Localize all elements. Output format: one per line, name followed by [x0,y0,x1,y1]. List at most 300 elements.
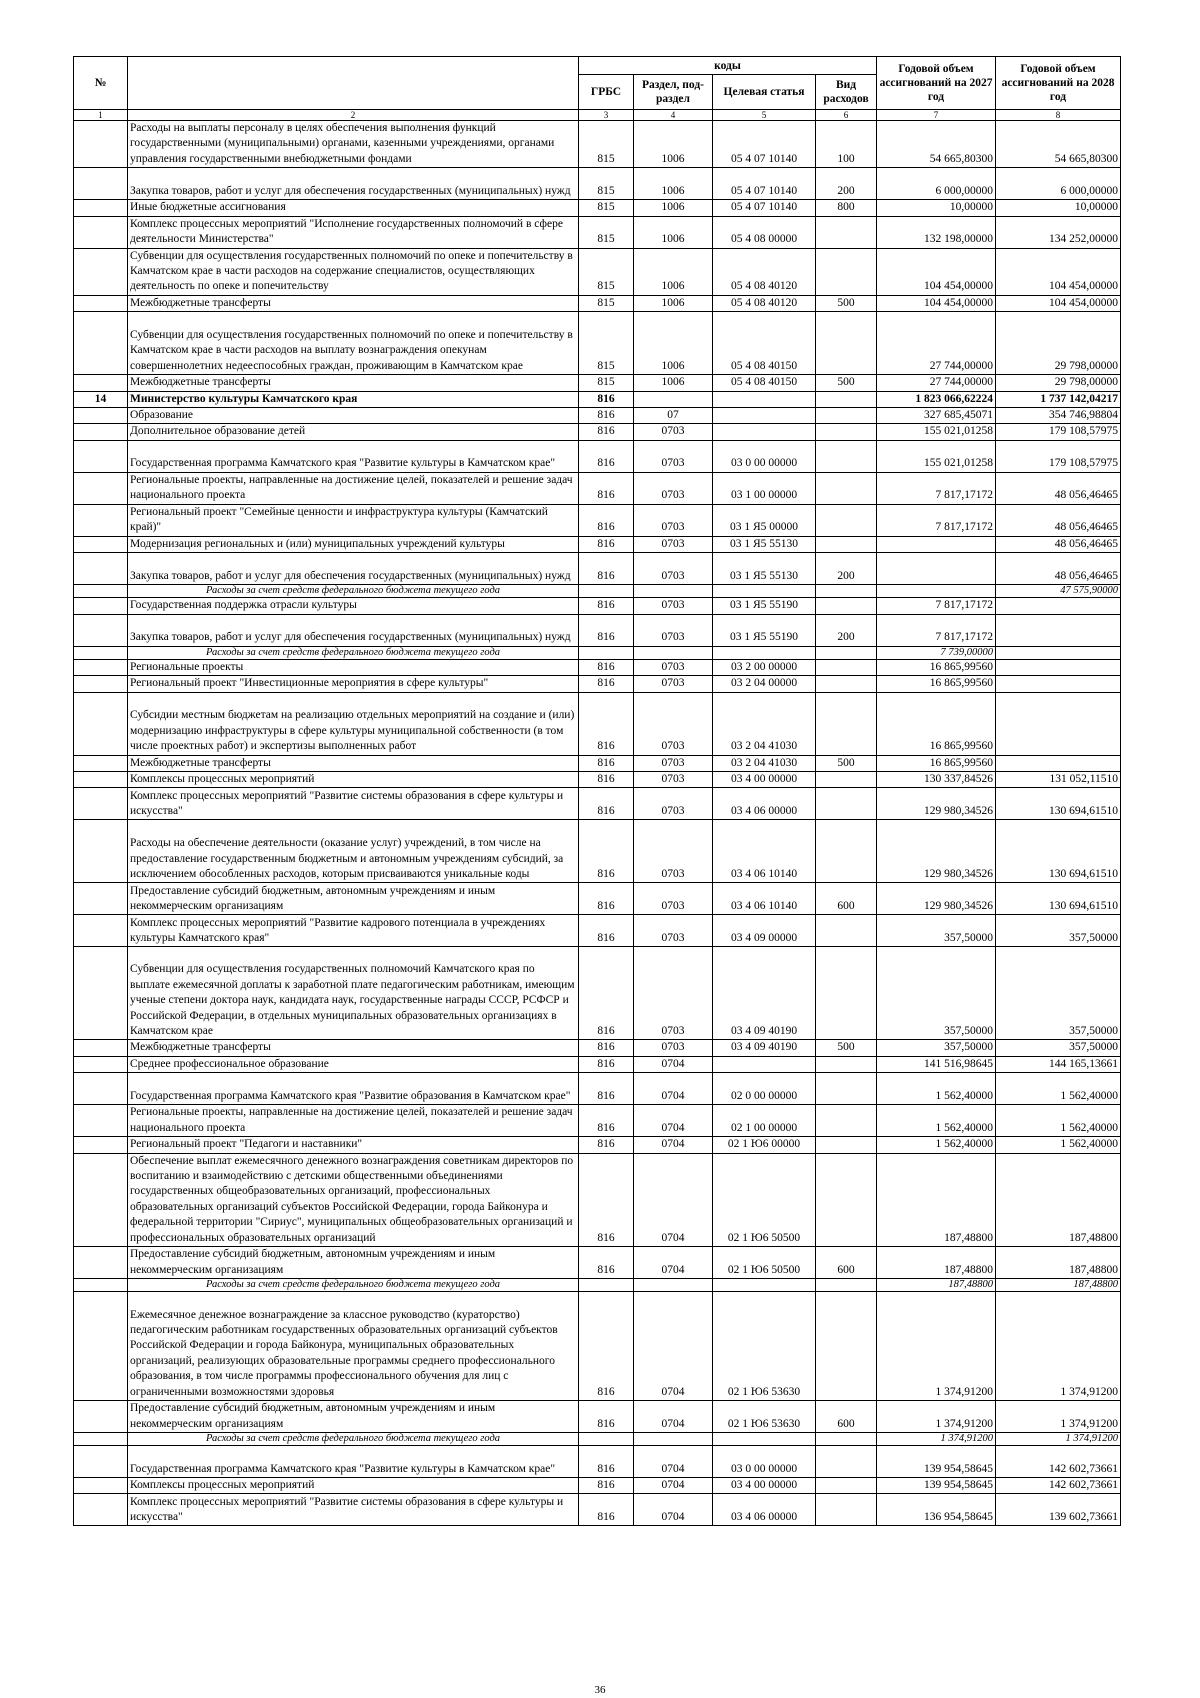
row-num [74,1291,128,1400]
table-header [74,57,1121,121]
row-vol-2028: 1 562,40000 [996,1105,1121,1137]
row-vol-2027: 1 374,91200 [877,1400,996,1432]
row-vol-2028 [996,659,1121,675]
row-vol-2027: 132 198,00000 [877,216,996,248]
row-grbs: 816 [579,755,634,771]
row-section: 1006 [634,375,713,391]
row-target: 02 1 Ю6 00000 [713,1137,816,1153]
colnum: 8 [996,110,1121,121]
row-vol-2027: 136 954,58645 [877,1494,996,1526]
row-vol-2027: 1 562,40000 [877,1137,996,1153]
row-num [74,676,128,692]
row-num [74,585,128,598]
row-vol-2027: 155 021,01258 [877,424,996,440]
row-target: 03 1 00 00000 [713,472,816,504]
table-row [74,472,1121,504]
row-vol-2027: 7 817,17172 [877,614,996,646]
row-expense-type [816,788,877,820]
row-name: Региональные проекты, направленные на достижение целей, показателей и решение задач национального проекта [128,472,579,504]
row-grbs: 816 [579,440,634,472]
row-section: 0704 [634,1073,713,1105]
row-target [713,408,816,424]
header-vol-2027: Годовой объем ассигнований на 2027 год [877,57,996,110]
row-expense-type [816,915,877,947]
row-vol-2027: 357,50000 [877,915,996,947]
row-section: 0703 [634,504,713,536]
row-expense-type: 600 [816,883,877,915]
row-vol-2028: 48 056,46465 [996,536,1121,552]
row-name: Комплекс процессных мероприятий "Развитие системы образования в сфере культуры и искусства" [128,788,579,820]
row-target: 02 1 00 00000 [713,1105,816,1137]
row-name: Предоставление субсидий бюджетным, автономным учреждениям и иным некоммерческим организациям [128,1400,579,1432]
row-grbs [579,1278,634,1291]
row-expense-type: 200 [816,553,877,585]
row-vol-2028: 104 454,00000 [996,295,1121,311]
row-section: 0704 [634,1400,713,1432]
row-section: 0704 [634,1056,713,1072]
row-expense-type: 600 [816,1246,877,1278]
row-section: 0704 [634,1494,713,1526]
row-target: 03 1 Я5 55130 [713,536,816,552]
row-grbs: 816 [579,504,634,536]
table-row [74,391,1121,407]
row-section: 0703 [634,883,713,915]
row-target: 05 4 08 40120 [713,295,816,311]
row-grbs: 816 [579,788,634,820]
row-num [74,788,128,820]
row-section: 0703 [634,771,713,787]
row-name: Государственная программа Камчатского края "Развитие культуры в Камчатском крае" [128,440,579,472]
row-vol-2027: 139 954,58645 [877,1445,996,1477]
row-vol-2027: 357,50000 [877,947,996,1040]
row-grbs [579,646,634,659]
row-target: 03 1 Я5 55130 [713,553,816,585]
row-grbs: 816 [579,408,634,424]
table-row [74,1246,1121,1278]
row-expense-type [816,1105,877,1137]
row-section: 0704 [634,1246,713,1278]
row-section: 0703 [634,676,713,692]
row-vol-2028: 104 454,00000 [996,248,1121,295]
row-grbs [579,1432,634,1445]
row-vol-2028: 131 052,11510 [996,771,1121,787]
row-section: 0703 [634,424,713,440]
row-section: 0703 [634,553,713,585]
colnum: 5 [713,110,816,121]
row-vol-2028: 10,00000 [996,200,1121,216]
table-row [74,312,1121,375]
row-num [74,820,128,883]
row-target: 03 0 00 00000 [713,440,816,472]
row-vol-2027: 141 516,98645 [877,1056,996,1072]
row-vol-2028: 187,48800 [996,1246,1121,1278]
row-expense-type [816,1153,877,1246]
row-section [634,1278,713,1291]
row-num [74,1153,128,1246]
row-num [74,771,128,787]
row-num [74,1494,128,1526]
row-section: 1006 [634,121,713,168]
row-name: Государственная программа Камчатского края "Развитие культуры в Камчатском крае" [128,1445,579,1477]
row-num [74,598,128,614]
row-name: Комплекс процессных мероприятий "Развитие кадрового потенциала в учреждениях культуры Камчатского края" [128,915,579,947]
row-vol-2028: 48 056,46465 [996,472,1121,504]
row-vol-2028 [996,755,1121,771]
header-grbs: ГРБС [579,75,634,110]
table-row [74,200,1121,216]
row-name: Дополнительное образование детей [128,424,579,440]
row-expense-type [816,1477,877,1493]
table-row [74,1153,1121,1246]
row-expense-type [816,585,877,598]
row-target [713,424,816,440]
row-target [713,1432,816,1445]
row-num [74,424,128,440]
row-target: 03 2 04 41030 [713,692,816,755]
row-vol-2027: 27 744,00000 [877,375,996,391]
budget-table [73,56,1121,1526]
row-vol-2028 [996,692,1121,755]
row-num [74,216,128,248]
row-grbs: 816 [579,614,634,646]
row-expense-type [816,408,877,424]
row-expense-type [816,1137,877,1153]
row-vol-2028: 130 694,61510 [996,820,1121,883]
row-num [74,1278,128,1291]
row-grbs: 816 [579,676,634,692]
row-num [74,1400,128,1432]
row-grbs: 816 [579,1400,634,1432]
row-vol-2027: 1 823 066,62224 [877,391,996,407]
row-section: 07 [634,408,713,424]
row-name: Предоставление субсидий бюджетным, автономным учреждениям и иным некоммерческим организациям [128,1246,579,1278]
row-expense-type [816,440,877,472]
row-num [74,1137,128,1153]
row-num [74,168,128,200]
row-vol-2028 [996,598,1121,614]
row-num [74,692,128,755]
row-num [74,915,128,947]
row-vol-2028: 354 746,98804 [996,408,1121,424]
row-grbs: 815 [579,216,634,248]
table-row [74,440,1121,472]
row-section: 1006 [634,200,713,216]
row-expense-type [816,1445,877,1477]
row-vol-2027: 104 454,00000 [877,248,996,295]
table-row [74,168,1121,200]
row-num [74,504,128,536]
row-num [74,536,128,552]
row-vol-2028: 357,50000 [996,915,1121,947]
row-target: 03 1 Я5 00000 [713,504,816,536]
row-grbs: 816 [579,1477,634,1493]
row-expense-type [816,504,877,536]
row-name: Закупка товаров, работ и услуг для обеспечения государственных (муниципальных) нужд [128,614,579,646]
row-section: 0704 [634,1153,713,1246]
row-expense-type: 500 [816,295,877,311]
row-target: 03 2 04 00000 [713,676,816,692]
row-grbs: 815 [579,248,634,295]
row-grbs: 816 [579,947,634,1040]
row-name: Региональные проекты [128,659,579,675]
row-grbs: 816 [579,553,634,585]
row-target: 05 4 08 40120 [713,248,816,295]
table-row [74,295,1121,311]
row-vol-2027: 6 000,00000 [877,168,996,200]
row-num [74,440,128,472]
table-row [74,598,1121,614]
table-row [74,755,1121,771]
row-target: 03 4 00 00000 [713,1477,816,1493]
row-expense-type [816,947,877,1040]
row-name: Субвенции для осуществления государственных полномочий по опеке и попечительству в Камчатском крае в части расходов на выплату вознаграждения опекунам совершеннолетних недееспособных граждан, проживающим в Камчатском крае [128,312,579,375]
row-target: 05 4 08 40150 [713,375,816,391]
row-expense-type [816,820,877,883]
row-expense-type [816,1278,877,1291]
table-row [74,1400,1121,1432]
row-vol-2027: 1 562,40000 [877,1105,996,1137]
row-section: 0703 [634,788,713,820]
row-num [74,1477,128,1493]
header-codes: коды [579,57,877,75]
table-row-note [74,1278,1121,1291]
row-section: 1006 [634,168,713,200]
row-vol-2027: 1 374,91200 [877,1432,996,1445]
row-section: 0703 [634,1040,713,1056]
row-section: 0703 [634,947,713,1040]
table-row [74,883,1121,915]
row-num [74,312,128,375]
table-row [74,1073,1121,1105]
row-num [74,375,128,391]
table-row [74,788,1121,820]
row-expense-type [816,216,877,248]
table-row-note [74,646,1121,659]
row-name: Комплексы процессных мероприятий [128,771,579,787]
row-name: Субвенции для осуществления государственных полномочий по опеке и попечительству в Камчатском крае в части расходов на содержание специалистов, осуществляющих деятельность по опеке и попечительству [128,248,579,295]
row-grbs: 816 [579,771,634,787]
row-expense-type [816,659,877,675]
row-expense-type [816,676,877,692]
row-num [74,553,128,585]
row-vol-2027: 10,00000 [877,200,996,216]
row-grbs: 816 [579,1153,634,1246]
table-row [74,1040,1121,1056]
table-row [74,915,1121,947]
row-vol-2028: 1 374,91200 [996,1291,1121,1400]
row-target: 03 4 00 00000 [713,771,816,787]
row-section: 1006 [634,312,713,375]
row-section: 0704 [634,1105,713,1137]
row-expense-type: 200 [816,614,877,646]
row-vol-2027: 104 454,00000 [877,295,996,311]
row-section: 0704 [634,1477,713,1493]
row-grbs: 816 [579,1056,634,1072]
row-num [74,295,128,311]
row-num [74,1073,128,1105]
row-expense-type: 500 [816,1040,877,1056]
row-num [74,646,128,659]
table-row [74,1445,1121,1477]
row-grbs: 816 [579,1494,634,1526]
row-vol-2027: 155 021,01258 [877,440,996,472]
row-target: 02 1 Ю6 50500 [713,1246,816,1278]
row-target: 03 1 Я5 55190 [713,614,816,646]
row-vol-2028: 1 562,40000 [996,1137,1121,1153]
row-grbs: 816 [579,1105,634,1137]
row-num [74,883,128,915]
row-name: Комплексы процессных мероприятий [128,1477,579,1493]
row-target: 02 0 00 00000 [713,1073,816,1105]
table-row [74,1056,1121,1072]
row-target: 02 1 Ю6 50500 [713,1153,816,1246]
row-name: Расходы за счет средств федерального бюджета текущего года [128,1278,579,1291]
row-num [74,1105,128,1137]
colnum: 2 [128,110,579,121]
row-target: 03 2 00 00000 [713,659,816,675]
row-name: Межбюджетные трансферты [128,375,579,391]
row-expense-type: 100 [816,121,877,168]
row-grbs: 815 [579,295,634,311]
row-target: 05 4 08 00000 [713,216,816,248]
row-name: Расходы на обеспечение деятельности (оказание услуг) учреждений, в том числе на предоставление государственным бюджетным и автономным учреждениям субсидий, за исключением обособленных расходов, которым присваиваются уникальные коды [128,820,579,883]
row-vol-2028: 357,50000 [996,1040,1121,1056]
row-grbs: 816 [579,692,634,755]
table-row [74,947,1121,1040]
row-expense-type [816,1291,877,1400]
table-row [74,771,1121,787]
row-vol-2028: 187,48800 [996,1278,1121,1291]
row-vol-2028: 144 165,13661 [996,1056,1121,1072]
table-row [74,1494,1121,1526]
row-vol-2027: 139 954,58645 [877,1477,996,1493]
row-vol-2027: 187,48800 [877,1246,996,1278]
header-section: Раздел, под-раздел [634,75,713,110]
header-vol-2028: Годовой объем ассигнований на 2028 год [996,57,1121,110]
row-target: 02 1 Ю6 53630 [713,1400,816,1432]
table-row [74,676,1121,692]
row-name: Региональные проекты, направленные на достижение целей, показателей и решение задач национального проекта [128,1105,579,1137]
row-vol-2027 [877,553,996,585]
row-name: Расходы за счет средств федерального бюджета текущего года [128,585,579,598]
row-expense-type: 800 [816,200,877,216]
row-grbs: 816 [579,424,634,440]
table-row [74,375,1121,391]
row-vol-2028 [996,614,1121,646]
row-num [74,1056,128,1072]
row-num [74,200,128,216]
table-row [74,504,1121,536]
row-vol-2028 [996,676,1121,692]
table-row [74,248,1121,295]
colnum: 6 [816,110,877,121]
row-num [74,408,128,424]
row-name: Ежемесячное денежное вознаграждение за классное руководство (кураторство) педагогическим работникам государственных образовательных организаций субъектов Российской Федерации и города Байконура, муниципальных образовательных организаций, реализующих образовательные программы среднего профессионального образования, в том числе программы профессионального обучения для лиц с ограниченными возможностями здоровья [128,1291,579,1400]
row-grbs: 816 [579,1040,634,1056]
row-section: 0703 [634,536,713,552]
page-number: 36 [594,1684,606,1696]
row-section: 0704 [634,1445,713,1477]
row-vol-2027: 7 817,17172 [877,504,996,536]
row-vol-2027: 16 865,99560 [877,676,996,692]
row-expense-type [816,472,877,504]
colnum: 3 [579,110,634,121]
row-vol-2028: 54 665,80300 [996,121,1121,168]
row-expense-type [816,1073,877,1105]
row-name: Региональный проект "Семейные ценности и инфраструктура культуры (Камчатский край)" [128,504,579,536]
row-name: Региональный проект "Инвестиционные мероприятия в сфере культуры" [128,676,579,692]
header-num: № [74,57,128,110]
row-num [74,1040,128,1056]
row-vol-2027 [877,536,996,552]
row-grbs: 815 [579,200,634,216]
row-section: 0703 [634,692,713,755]
row-vol-2028: 187,48800 [996,1153,1121,1246]
row-vol-2028: 1 374,91200 [996,1432,1121,1445]
row-num [74,755,128,771]
row-expense-type [816,248,877,295]
row-section: 0703 [634,820,713,883]
row-grbs: 816 [579,598,634,614]
row-name: Межбюджетные трансферты [128,1040,579,1056]
row-name: Комплекс процессных мероприятий "Развитие системы образования в сфере культуры и искусства" [128,1494,579,1526]
row-vol-2028: 142 602,73661 [996,1477,1121,1493]
row-num [74,947,128,1040]
row-vol-2027: 7 817,17172 [877,472,996,504]
row-name: Субсидии местным бюджетам на реализацию отдельных мероприятий на создание и (или) модернизацию инфраструктуры в сфере культуры муниципальной собственности (в том числе проектных работ) и экспертизы выполненных работ [128,692,579,755]
row-vol-2027: 187,48800 [877,1278,996,1291]
row-vol-2027: 7 817,17172 [877,598,996,614]
row-section: 1006 [634,216,713,248]
row-name: Закупка товаров, работ и услуг для обеспечения государственных (муниципальных) нужд [128,168,579,200]
row-vol-2028: 1 374,91200 [996,1400,1121,1432]
table-row [74,216,1121,248]
row-grbs: 816 [579,536,634,552]
row-section: 0703 [634,440,713,472]
header-target: Целевая статья [713,75,816,110]
table-body [74,121,1121,1526]
row-vol-2028 [996,646,1121,659]
row-name: Субвенции для осуществления государственных полномочий Камчатского края по выплате ежемесячной доплаты к заработной плате педагогическим работникам, имеющим ученые степени доктора наук, кандидата наук, государственные награды СССР, РСФСР и Российской Федерации, в отдельных муниципальных образовательных организациях в Камчатском крае [128,947,579,1040]
row-section: 0703 [634,614,713,646]
row-vol-2027: 16 865,99560 [877,692,996,755]
row-name: Среднее профессиональное образование [128,1056,579,1072]
row-num [74,472,128,504]
row-expense-type [816,1056,877,1072]
row-vol-2028: 179 108,57975 [996,440,1121,472]
row-expense-type [816,646,877,659]
row-target: 05 4 08 40150 [713,312,816,375]
colnum: 1 [74,110,128,121]
row-grbs: 815 [579,312,634,375]
table-row [74,1137,1121,1153]
row-num [74,1246,128,1278]
row-vol-2027: 27 744,00000 [877,312,996,375]
row-grbs: 816 [579,391,634,407]
row-vol-2028: 29 798,00000 [996,312,1121,375]
row-expense-type [816,771,877,787]
row-grbs: 815 [579,375,634,391]
row-target [713,1278,816,1291]
row-name: Модернизация региональных и (или) муниципальных учреждений культуры [128,536,579,552]
table-row [74,614,1121,646]
row-name: Расходы за счет средств федерального бюджета текущего года [128,1432,579,1445]
row-name: Региональный проект "Педагоги и наставники" [128,1137,579,1153]
row-vol-2028: 1 737 142,04217 [996,391,1121,407]
row-expense-type [816,312,877,375]
row-section: 1006 [634,248,713,295]
row-name: Образование [128,408,579,424]
